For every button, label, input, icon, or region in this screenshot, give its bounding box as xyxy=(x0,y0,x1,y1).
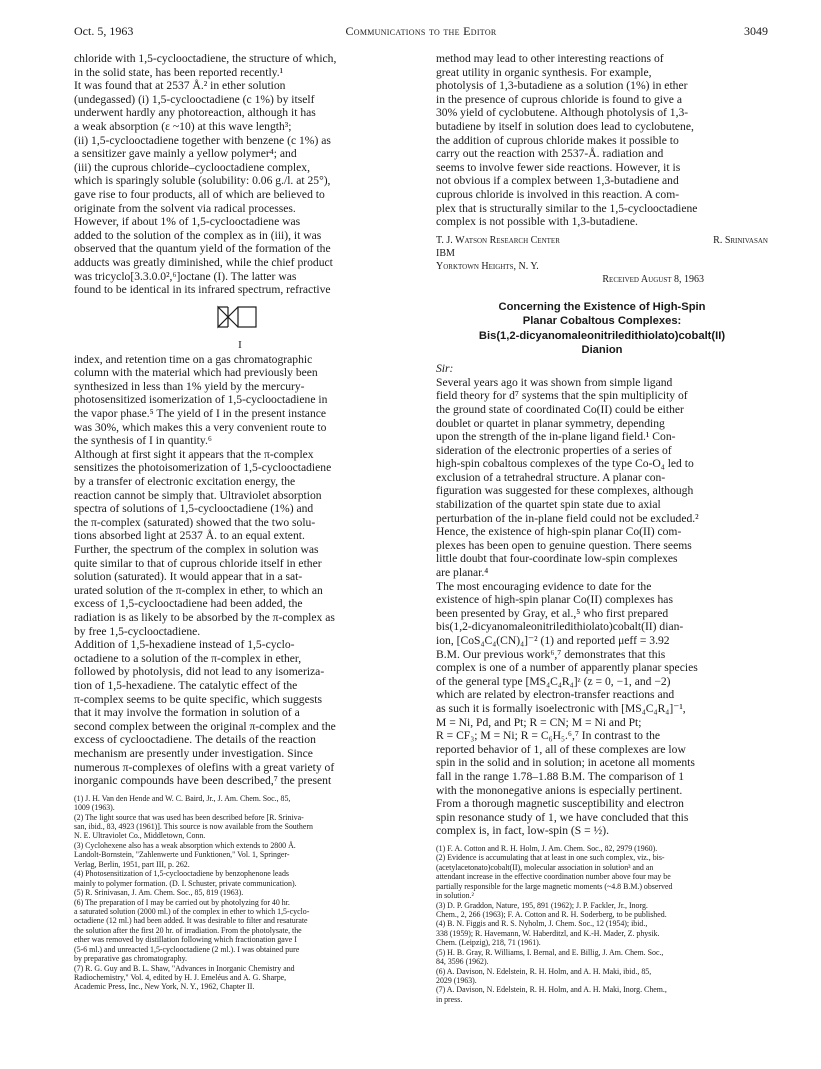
text-line: great utility in organic synthesis. For example, xyxy=(436,65,652,79)
text-line: was tricyclo[3.3.0.0²,⁶]octane (I). The latter was xyxy=(74,269,297,283)
text-line: complex is, in fact, low-spin (S = ½). xyxy=(436,824,610,838)
footnote-line: Verlag, Berlin, 1951, part III, p. 262. xyxy=(74,859,190,869)
left-paragraphs-bottom xyxy=(74,353,406,788)
text-line: gave rise to four products, all of which are believed to xyxy=(74,187,325,201)
text-line: R = CF₃; M = Ni; R = C₆H₅.⁶,⁷ In contrast to the xyxy=(436,729,661,743)
article-title xyxy=(436,300,768,358)
text-line: added to the solution of the complex as in (iii), it was xyxy=(74,228,322,242)
footnote-line: Chem. (Leipzig), 218, 71 (1961). xyxy=(436,938,541,948)
footnote-line: Radiochemistry," Vol. 4, edited by H. J. Emeléus and A. G. Sharpe, xyxy=(74,973,287,982)
text-line: reaction cannot be simply that. Ultraviolet absorption xyxy=(74,488,322,502)
footnote-line: (1) J. H. Van den Hende and W. C. Baird, Jr., J. Am. Chem. Soc., 85, xyxy=(74,793,291,803)
footnote-line: (acetylacetonato)cobalt(II), molecular association in solution³ and an xyxy=(436,862,654,872)
text-line: Further, the spectrum of the complex in solution was xyxy=(74,543,319,556)
text-line: second complex between the original π-complex and the xyxy=(74,719,336,733)
text-line: the vapor phase.⁵ The yield of I in the present instance xyxy=(74,407,327,421)
footnote-line: 2029 (1963). xyxy=(436,976,477,986)
received-date: Received August 8, 1963 xyxy=(602,273,704,285)
issue-date: Oct. 5, 1963 xyxy=(74,24,134,38)
footnote-line: N. E. Ultraviolet Co., Middletown, Conn. xyxy=(74,831,206,841)
text-line: followed by photolysis, did not lead to any isomeriza- xyxy=(74,665,325,679)
text-line: inorganic compounds have been described,⁷ the present xyxy=(74,774,332,788)
text-line: spin in the solid and in solution; in acetone all moments xyxy=(436,756,695,770)
compound-figure xyxy=(74,297,406,353)
text-line: spin resonance study of 1, we have concluded that this xyxy=(436,810,689,824)
footnote-line: (4) B. N. Figgis and R. S. Nyholm, J. Chem. Soc., 12 (1954); ibid., xyxy=(436,919,648,929)
salutation: Sir: xyxy=(436,361,454,375)
text-line: sideration of the electronic properties of a series of xyxy=(436,443,672,457)
text-line: a sensitizer gave mainly a yellow polymer⁴; and xyxy=(74,147,297,161)
text-line: 30% yield of cyclobutene. Although photolysis of 1,3- xyxy=(436,106,689,120)
text-line: method may lead to other interesting reactions of xyxy=(436,52,664,65)
footnote-line: (2) The light source that was used has been described before [R. Sriniva- xyxy=(74,812,304,822)
footnote-line: (5) R. Srinivasan, J. Am. Chem. Soc., 85, 819 (1963). xyxy=(74,888,244,898)
text-line: in the solid state, has been reported recently.¹ xyxy=(74,65,284,79)
text-line: that it may involve the formation in solution of a xyxy=(74,706,300,720)
text-line: cuprous chloride is involved in this reaction. A com- xyxy=(436,187,680,201)
right-paragraphs-bottom xyxy=(436,376,768,838)
text-line: which are related by electron-transfer reactions and xyxy=(436,688,675,702)
footnote-line: the solution after the first 20 hr. of irradiation. From the photolysate, the xyxy=(74,925,302,935)
text-line: mechanism are presently under investigation. Since xyxy=(74,746,313,760)
left-footnotes xyxy=(74,794,406,992)
title-line: Concerning the Existence of High-Spin xyxy=(498,300,706,313)
footnote-line: in solution.² xyxy=(436,891,474,901)
text-line: fall in the range 1.78–1.88 B.M. The comparison of 1 xyxy=(436,769,685,783)
text-line: spectra of solutions of 1,5-cyclooctadiene (1%) and xyxy=(74,502,314,516)
footnote-line: Chem., 2, 266 (1963); F. A. Cotton and R. H. Soderberg, to be published. xyxy=(436,909,667,919)
text-line: However, if about 1% of 1,5-cyclooctadiene was xyxy=(74,215,301,229)
footnote-line: san, ibid., 83, 4923 (1961)]. This source is now available from the Southern xyxy=(74,822,313,831)
footnote-line: (3) D. P. Graddon, Nature, 195, 891 (1962); J. P. Fackler, Jr., Inorg. xyxy=(436,900,648,910)
text-line: B.M. Our previous work⁶,⁷ demonstrates that this xyxy=(436,647,666,661)
page-header xyxy=(74,24,768,40)
footnote-line: by preparative gas chromatography. xyxy=(74,954,187,964)
text-line: Addition of 1,5-hexadiene instead of 1,5-cyclo- xyxy=(74,638,295,652)
title-line: Bis(1,2-dicyanomaleonitriledithiolato)cobalt(II) xyxy=(478,329,726,342)
text-line: quite similar to that of cuprous chloride itself in ether xyxy=(74,556,322,570)
text-line: which is sparingly soluble (solubility: 0.06 g./l. at 25°), xyxy=(74,174,331,188)
text-line: by a transfer of electronic excitation energy, the xyxy=(74,475,296,489)
text-line: ion, [CoS₄C₄(CN)₄]⁻² (1) and reported μeff = 3.92 xyxy=(436,634,670,647)
text-line: with the mononegative anions is especially pertinent. xyxy=(436,783,683,797)
footnote-line: ether was removed by distillation following which fractionation gave I xyxy=(74,935,297,945)
text-line: was 30%, which makes this a very convenient route to xyxy=(74,420,327,434)
footnote-line: (2) Evidence is accumulating that at least in one such complex, viz., bis- xyxy=(436,853,665,863)
text-line: Hence, the existence of high-spin planar Co(II) com- xyxy=(436,525,682,539)
footnote-line: (6) The preparation of I may be carried out by photolyzing for 40 hr. xyxy=(74,897,290,907)
text-line: been presented by Gray, et al.,⁵ who first prepared xyxy=(436,606,669,620)
footnote-line: Landolt-Bornstein, "Zahlenwerte und Funktionen," Vol. 1, Springer- xyxy=(74,850,290,860)
text-line: plex that is structurally similar to the 1,5-cyclooctadiene xyxy=(436,201,698,215)
text-line: photosensitized isomerization of 1,5-cyclooctadiene in xyxy=(74,393,328,407)
text-line: originate from the solvent via radical processes. xyxy=(74,201,296,215)
text-line: (undegassed) (i) 1,5-cyclooctadiene (c 1%) by itself xyxy=(74,92,315,106)
title-line: Dianion xyxy=(581,344,623,357)
footnote-line: (7) R. G. Guy and B. L. Shaw, "Advances in Inorganic Chemistry and xyxy=(74,963,295,973)
right-footnotes xyxy=(436,844,768,1004)
text-line: π-complex seems to be quite specific, which suggests xyxy=(74,692,322,706)
text-line: It was found that at 2537 Å.² in ether solution xyxy=(74,79,286,93)
text-line: M = Ni, Pd, and Pt; R = CN; M = Ni and Pt; xyxy=(436,715,642,729)
text-line: observed that the quantum yield of the formation of the xyxy=(74,242,331,256)
title-line: Planar Cobaltous Complexes: xyxy=(522,315,682,328)
text-line: high-spin cobaltous complexes of the type Co-O₄ led to xyxy=(436,457,694,471)
text-line: plexes has been open to genuine question. There seems xyxy=(436,538,692,552)
text-line: complex is one of a number of apparently planar species xyxy=(436,661,698,675)
footnote-line: 338 (1959); R. Havemann, W. Haberditzl, and K.-H. Mader, Z. physik. xyxy=(436,928,660,938)
text-line: Several years ago it was shown from simple ligand xyxy=(436,375,673,389)
author-name: R. Srinivasan xyxy=(713,234,768,246)
left-paragraphs-top xyxy=(74,52,406,297)
footnote-line: octadiene (12 ml.) had been added. It was desirable to filter and resaturate xyxy=(74,916,308,926)
footnote-line: 1009 (1963). xyxy=(74,803,115,813)
footnote-line: Academic Press, Inc., New York, N. Y., 1962, Chapter II. xyxy=(74,982,255,992)
text-line: adducts was greatly diminished, while the chief product xyxy=(74,255,333,269)
text-line: excess of 1,5-cyclooctadiene had been added, the xyxy=(74,597,303,611)
text-line: Although at first sight it appears that the π-complex xyxy=(74,447,314,461)
left-column xyxy=(74,52,406,992)
text-line: bis(1,2-dicyanomaleonitriledithiolato)cobalt(II) dian- xyxy=(436,620,684,634)
text-line: The most encouraging evidence to date for the xyxy=(436,579,652,593)
text-line: photolysis of 1,3-butadiene as a solution (1%) in ether xyxy=(436,79,688,93)
footnote-line: mainly to polymer formation. (D. I. Schuster, private communication). xyxy=(74,878,297,888)
figure-label: I xyxy=(238,338,242,351)
footnote-line: 84, 3596 (1962). xyxy=(436,957,489,967)
footnote-line: (1) F. A. Cotton and R. H. Holm, J. Am. Chem. Soc., 82, 2979 (1960). xyxy=(436,843,658,853)
text-line: seems to involve fewer side reactions. However, it is xyxy=(436,160,681,174)
text-line: stabilization of the quartet spin state due to axial xyxy=(436,498,661,512)
text-line: the addition of cuprous chloride makes it possible to xyxy=(436,133,679,147)
text-line: field theory for d⁷ systems that the spin multiplicity of xyxy=(436,389,688,403)
text-line: in the presence of cuprous chloride is found to give a xyxy=(436,92,682,106)
page-number: 3049 xyxy=(744,24,768,38)
text-line: (iii) the cuprous chloride–cyclooctadiene complex, xyxy=(74,160,310,174)
text-line: index, and retention time on a gas chromatographic xyxy=(74,352,313,366)
footnote-line: (7) A. Davison, N. Edelstein, R. H. Holm, and A. H. Maki, Inorg. Chem., xyxy=(436,985,667,995)
footnote-line: (6) A. Davison, N. Edelstein, R. H. Holm, and A. H. Maki, ibid., 85, xyxy=(436,966,652,976)
tricyclooctane-structure-icon xyxy=(214,303,260,331)
footnote-line: attendant increase in the effective coordination number above four may be xyxy=(436,872,671,882)
text-line: carry out the reaction with 2537-Å. radiation and xyxy=(436,147,664,161)
text-line: not obvious if a complex between 1,3-butadiene and xyxy=(436,174,679,188)
footnote-line: (5) H. B. Gray, R. Williams, I. Bernal, and E. Billig, J. Am. Chem. Soc., xyxy=(436,947,664,957)
text-line: as such it is formally isoelectronic with [MS₄C₄R₄]⁻¹, xyxy=(436,701,686,715)
text-line: reported behavior of 1, all of these complexes are low xyxy=(436,742,686,756)
text-line: figuration was suggested for these complexes, although xyxy=(436,484,694,498)
text-line: urated solution of the π-complex in ether, to which an xyxy=(74,583,323,597)
text-line: (ii) 1,5-cyclooctadiene together with benzene (c 1%) as xyxy=(74,133,331,147)
text-line: column with the material which had previously been xyxy=(74,366,318,380)
text-line: butadiene by itself in solution does lead to cyclobutene, xyxy=(436,119,694,133)
footnote-line: partially responsible for the large magnetic moments (~4.8 B.M.) observed xyxy=(436,881,673,891)
footnote-line: (3) Cyclohexene also has a weak absorption which extends to 2800 Å. xyxy=(74,840,296,850)
text-line: upon the strength of the in-plane ligand field.¹ Con- xyxy=(436,430,676,444)
text-line: the synthesis of I in quantity.⁶ xyxy=(74,434,212,448)
text-line: existence of high-spin planar Co(II) complexes has xyxy=(436,593,673,607)
text-line: synthesized in less than 1% yield by the mercury- xyxy=(74,379,305,393)
text-line: From a thorough magnetic susceptibility and electron xyxy=(436,797,684,811)
text-line: the ground state of coordinated Co(II) could be either xyxy=(436,402,684,416)
footnote-line: (5-6 ml.) and unreacted 1,5-cyclooctadiene (2 ml.). I was obtained pure xyxy=(74,944,300,954)
right-column xyxy=(436,52,768,1004)
text-line: a weak absorption (ε ~10) at this wave length³; xyxy=(74,119,292,133)
text-line: little doubt that four-coordinate low-spin complexes xyxy=(436,552,678,566)
text-line: octadiene to a solution of the π-complex in ether, xyxy=(74,651,302,665)
text-line: tions absorbed light at 2537 Å. to an equal extent. xyxy=(74,529,305,543)
text-line: the π-complex (saturated) showed that the two solu- xyxy=(74,515,316,529)
text-line: complex is not possible with 1,3-butadiene. xyxy=(436,215,638,229)
affiliation-city: Yorktown Heights, N. Y. xyxy=(436,260,539,272)
text-line: tion of 1,5-hexadiene. The catalytic effect of the xyxy=(74,678,298,692)
footnote-line: a saturated solution (2000 ml.) of the complex in ether to which 1,5-cyclo- xyxy=(74,906,310,916)
signature-row xyxy=(436,234,768,247)
affiliation-lab: T. J. Watson Research Center xyxy=(436,234,560,246)
text-line: underwent hardly any photoreaction, although it has xyxy=(74,106,316,120)
text-line: chloride with 1,5-cyclooctadiene, the structure of which, xyxy=(74,52,337,65)
text-line: doublet or quartet in planar symmetry, depending xyxy=(436,416,665,430)
text-line: of the general type [MS₄C₄R₄]ᶻ (z = 0, −1, and −2) xyxy=(436,674,671,688)
text-line: numerous π-complexes of olefins with a great variety of xyxy=(74,760,335,774)
footnote-line: in press. xyxy=(436,994,463,1004)
text-line: exclusion of a tetrahedral structure. A planar con- xyxy=(436,470,666,484)
text-line: are planar.⁴ xyxy=(436,566,489,580)
text-line: solution (saturated). It would appear that in a sat- xyxy=(74,570,303,584)
footnote-line: (4) Photosensitization of 1,5-cyclooctadiene by benzophenone leads xyxy=(74,869,289,879)
text-line: excess of cyclooctadiene. The details of the reaction xyxy=(74,733,316,747)
section-title: Communications to the Editor xyxy=(345,24,497,38)
text-line: found to be identical in its infrared spectrum, refractive xyxy=(74,283,331,297)
right-paragraphs-top xyxy=(436,52,768,229)
affiliation-company: IBM xyxy=(436,247,455,259)
text-line: sensitizes the photoisomerization of 1,5-cyclooctadiene xyxy=(74,461,332,475)
text-line: radiation is as likely to be absorbed by the π-complex as xyxy=(74,610,335,624)
text-line: by free 1,5-cyclooctadiene. xyxy=(74,624,201,638)
text-line: perturbation of the in-plane field could not be excluded.² xyxy=(436,511,699,525)
